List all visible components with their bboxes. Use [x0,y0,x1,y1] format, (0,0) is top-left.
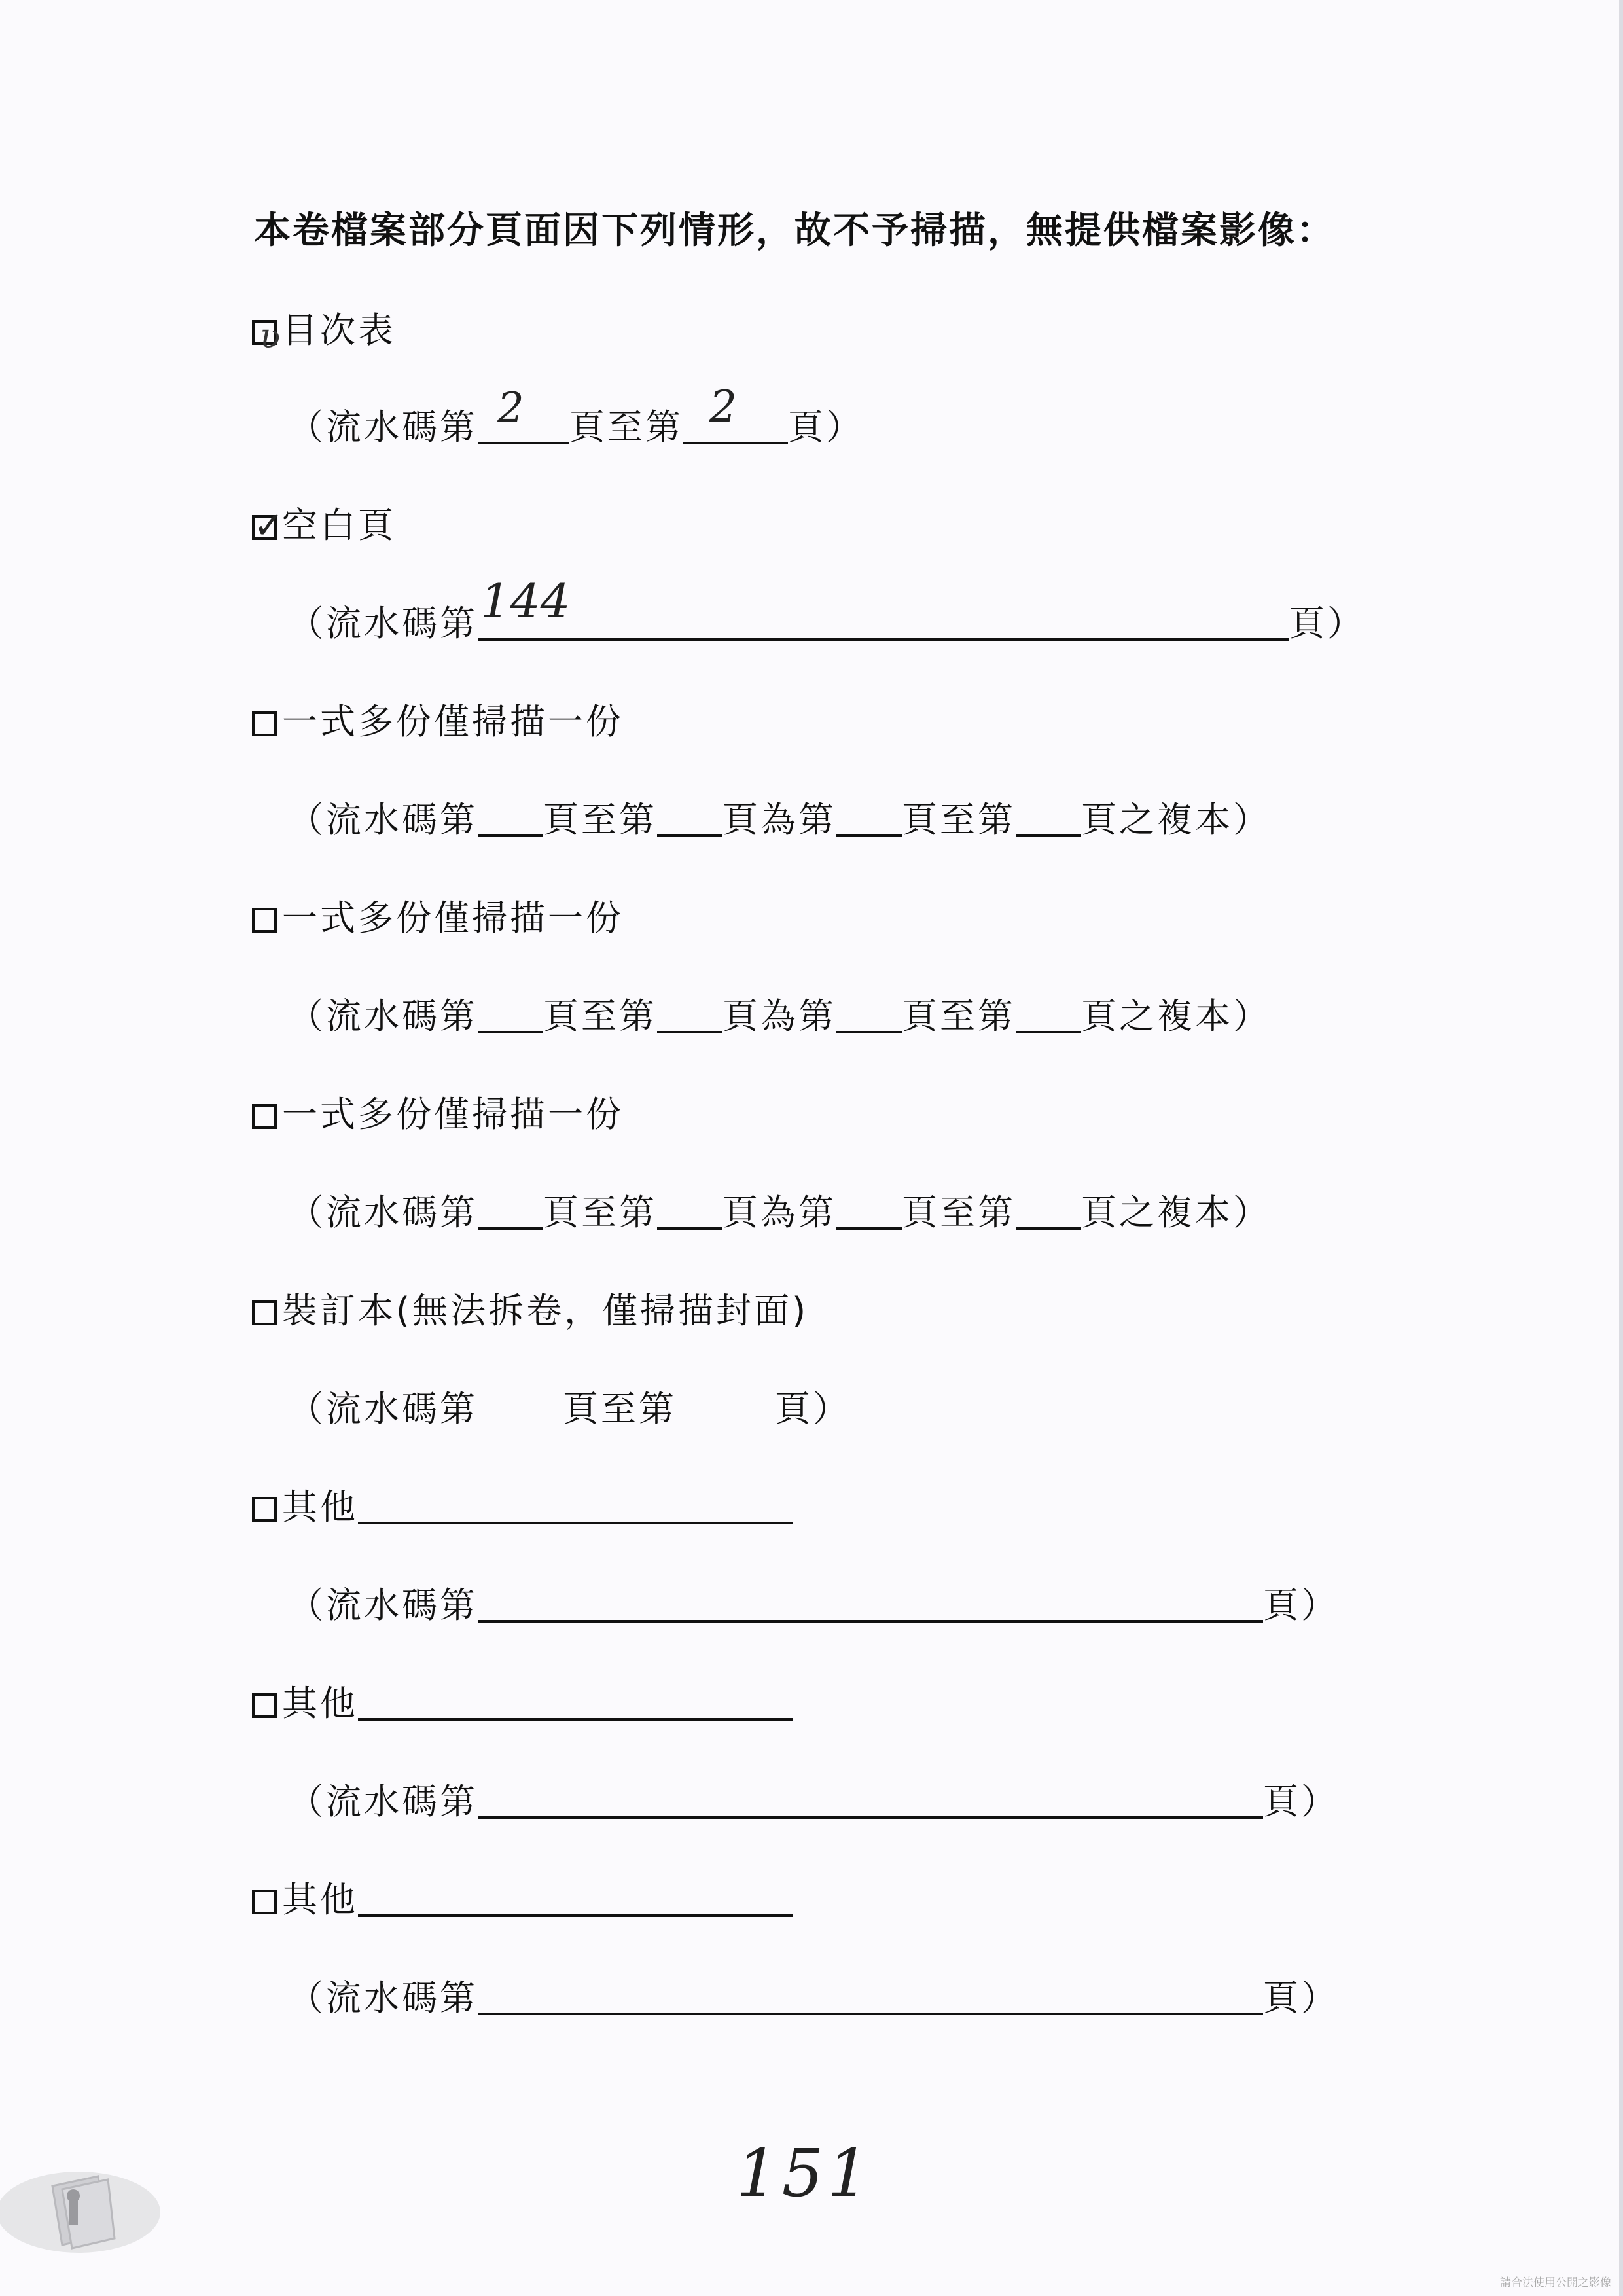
item-blank-page [252,503,396,548]
item-other-1-range [288,1583,1339,1628]
copyright-watermark: 請合法使用公開之影像 [1500,2276,1611,2289]
handwritten-check-mark-icon: ʋ [260,317,281,356]
range-open-label: （流水碼第 [288,1388,478,1429]
range-open-label: （流水碼第 [288,1192,478,1233]
checkbox-blank-page[interactable] [252,505,284,547]
item-label: 其他 [282,1683,358,1724]
item-multiple-copies-2-range [288,994,1271,1039]
range-as-label: 頁為第 [722,1192,836,1233]
range-as-label: 頁為第 [722,996,836,1037]
range-open-label: （流水碼第 [288,799,478,840]
range-open-label: （流水碼第 [288,1781,478,1822]
page-blank[interactable] [478,1193,543,1230]
item-multiple-copies-1-range [288,797,1271,843]
item-label: 一式多份僅掃描一份 [282,1094,624,1135]
item-label: 其他 [282,1486,358,1528]
archive-logo-icon [0,2160,170,2258]
range-open-label: （流水碼第 [288,406,478,448]
range-end-label: 頁） [1289,603,1365,644]
pages-blank[interactable] [478,1979,1263,2015]
checkbox-multiple-copies-2[interactable] [252,908,277,933]
page-blank[interactable] [657,800,722,837]
item-other-2 [252,1681,793,1727]
checkbox-other-1[interactable] [252,1497,277,1522]
item-label: 空白頁 [282,505,396,546]
item-multiple-copies-1 [252,699,624,745]
other-description-blank[interactable] [358,1880,793,1917]
other-description-blank[interactable] [358,1488,793,1524]
handwritten-page-from: 2 [497,384,524,433]
item-label: 目次表 [282,310,396,351]
handwritten-page-to: 2 [709,382,737,432]
handwritten-folio-number: 151 [736,2135,873,2212]
item-blank-page-range [288,573,1365,647]
range-to-label: 頁至第 [569,406,683,448]
page-blank[interactable] [478,800,543,837]
range-end-label: 頁） [1263,1977,1339,2018]
item-label: 一式多份僅掃描一份 [282,701,624,742]
page-blank[interactable] [657,1193,722,1230]
range-open-label: （流水碼第 [288,1585,478,1626]
handwritten-check-mark-icon: ✓ [253,505,284,547]
range-copy-end-label: 頁之複本） [1081,996,1271,1037]
page-blank[interactable] [836,1193,902,1230]
item-multiple-copies-3 [252,1092,624,1138]
range-open-label: （流水碼第 [288,1977,478,2018]
item-bound-volume [252,1288,808,1334]
page-to-blank[interactable] [683,382,788,444]
range-end-label: 頁） [1263,1585,1339,1626]
item-table-of-contents-range [288,382,864,450]
pages-blank[interactable] [478,1782,1263,1819]
item-label: 裝訂本(無法拆卷，僅掃描封面) [282,1290,809,1331]
range-open-label: （流水碼第 [288,603,478,644]
page-blank[interactable] [657,997,722,1033]
page-heading: 本卷檔案部分頁面因下列情形，故不予掃描，無提供檔案影像： [254,209,1335,252]
item-table-of-contents [252,308,396,356]
range-to-label: 頁至第 [563,1388,677,1429]
page-blank[interactable] [836,997,902,1033]
range-end-label: 頁） [775,1388,851,1429]
range-to-label: 頁至第 [543,799,657,840]
item-multiple-copies-2 [252,895,624,941]
scan-edge-shadow [1619,0,1623,2296]
checkbox-multiple-copies-1[interactable] [252,711,277,736]
item-other-3-range [288,1975,1339,2021]
range-copy-end-label: 頁之複本） [1081,799,1271,840]
page-blank[interactable] [478,997,543,1033]
item-multiple-copies-3-range [288,1190,1271,1236]
pages-blank[interactable] [478,573,1289,641]
range-to-label: 頁至第 [543,996,657,1037]
checkbox-table-of-contents[interactable] [252,317,281,356]
handwritten-pages: 144 [480,573,571,628]
item-other-1 [252,1484,793,1530]
item-label: 一式多份僅掃描一份 [282,897,624,939]
item-other-2-range [288,1779,1339,1825]
checkbox-other-3[interactable] [252,1890,277,1914]
page-blank[interactable] [1016,1193,1081,1230]
item-bound-volume-range [288,1386,851,1432]
checkbox-other-2[interactable] [252,1693,277,1718]
range-end-label: 頁） [788,406,864,448]
range-to-label: 頁至第 [902,1192,1016,1233]
range-as-label: 頁為第 [722,799,836,840]
page-blank[interactable] [1016,997,1081,1033]
checkbox-bound-volume[interactable] [252,1300,277,1325]
page-from-blank[interactable] [478,384,569,444]
item-other-3 [252,1877,793,1923]
range-end-label: 頁） [1263,1781,1339,1822]
range-to-label: 頁至第 [902,799,1016,840]
range-open-label: （流水碼第 [288,996,478,1037]
page-blank[interactable] [1016,800,1081,837]
page-blank[interactable] [836,800,902,837]
range-to-label: 頁至第 [543,1192,657,1233]
pages-blank[interactable] [478,1586,1263,1623]
other-description-blank[interactable] [358,1684,793,1721]
range-copy-end-label: 頁之複本） [1081,1192,1271,1233]
checkbox-multiple-copies-3[interactable] [252,1104,277,1129]
item-label: 其他 [282,1879,358,1920]
range-to-label: 頁至第 [902,996,1016,1037]
